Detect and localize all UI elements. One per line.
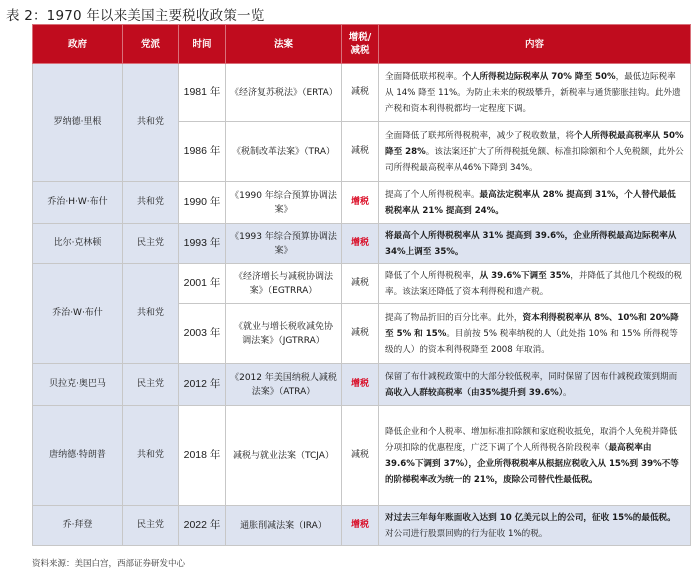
table-row [33,506,691,546]
cell-content: 全面降低联邦税率。个人所得税边际税率从 70% 降至 50%，最低边际税率从 14% 降至 11%。为防止未来的税级攀升，新税率与通货膨胀挂钩。此外遗产税和资本利得税都均一定程度下调。 [379,64,691,122]
cell-law: 《就业与增长税收减免协调法案》（JGTRRA） [226,304,342,364]
cell-content: 保留了布什减税政策中的大部分较低税率，同时保留了因布什减税政策到期而高收入人群较高税率（由35%提升到 39.6%）。 [379,364,691,406]
cell-gov: 贝拉克·奥巴马 [33,364,123,406]
table-row [33,264,691,304]
table-row [33,64,691,122]
cell-gov: 比尔·克林顿 [33,224,123,264]
cell-law: 《1990 年综合预算协调法案》 [226,182,342,224]
cell-law: 《2012 年美国纳税人减税法案》（ATRA） [226,364,342,406]
table-row [33,224,691,264]
tax-policy-table [32,24,690,546]
cell-party: 民主党 [123,364,179,406]
header-row [33,25,691,64]
cell-direction: 减税 [342,122,379,182]
cell-gov: 乔·拜登 [33,506,123,546]
cell-law: 《1993 年综合预算协调法案》 [226,224,342,264]
cell-party: 共和党 [123,182,179,224]
cell-year: 2003 年 [179,304,226,364]
cell-law: 减税与就业法案（TCJA） [226,406,342,506]
cell-law: 《经济复苏税法》（ERTA） [226,64,342,122]
cell-gov: 乔治·W·布什 [33,264,123,364]
table-title: 表 2：1970 年以来美国主要税收政策一览 [6,8,265,24]
cell-law: 《税制改革法案》（TRA） [226,122,342,182]
cell-content: 将最高个人所得税税率从 31% 提高到 39.6%，企业所得税最高边际税率从 34%上调至 35%。 [379,224,691,264]
cell-content: 对过去三年每年账面收入达到 10 亿美元以上的公司，征收 15%的最低税。对公司进行股票回购的行为征收 1%的税。 [379,506,691,546]
header-time: 时间 [179,25,226,64]
cell-content: 全面降低了联邦所得税税率，减少了税收数量，将个人所得税最高税率从 50% 降至 28%。该法案还扩大了所得税抵免额、标准扣除额和个人免税额，此外公司所得税最高税率从46%下降到 34%。 [379,122,691,182]
cell-law: 通胀削减法案（IRA） [226,506,342,546]
cell-party: 共和党 [123,406,179,506]
cell-year: 1993 年 [179,224,226,264]
cell-law: 《经济增长与减税协调法案》（EGTRRA） [226,264,342,304]
header-law: 法案 [226,25,342,64]
cell-content: 降低企业和个人税率、增加标准扣除额和家庭税收抵免，取消个人免税并降低分项扣除的优惠程度，广泛下调了个人所得税各阶段税率（最高税率由 39.6%下调到 37%），企业所得税税率从根据应税收入从 15%到 39%不等的阶梯税率改为统一的 21%，废除公司替代性最低税。 [379,406,691,506]
table-row [33,364,691,406]
header-party: 党派 [123,25,179,64]
header-gov: 政府 [33,25,123,64]
cell-direction: 减税 [342,64,379,122]
cell-direction: 增税 [342,182,379,224]
source-note: 资料来源：美国白宫，西部证券研发中心 [32,559,186,569]
cell-year: 1981 年 [179,64,226,122]
cell-gov: 唐纳德·特朗普 [33,406,123,506]
header-content: 内容 [379,25,691,64]
cell-direction: 减税 [342,264,379,304]
table-row [33,182,691,224]
cell-year: 2001 年 [179,264,226,304]
cell-party: 共和党 [123,64,179,182]
cell-content: 提高了个人所得税税率。最高法定税率从 28% 提高到 31%，个人替代最低税税率从 21% 提高到 24%。 [379,182,691,224]
header-direction: 增税/减税 [342,25,379,64]
cell-direction: 增税 [342,364,379,406]
cell-year: 2022 年 [179,506,226,546]
cell-year: 2012 年 [179,364,226,406]
cell-gov: 罗纳德·里根 [33,64,123,182]
cell-content: 提高了物品折旧的百分比率。此外，资本利得税税率从 8%、10%和 20%降至 5% 和 15%。目前按 5% 税率纳税的人（此处指 10% 和 15% 所得税等级的人）的资本利得税降至 2008 年取消。 [379,304,691,364]
cell-party: 共和党 [123,264,179,364]
cell-direction: 减税 [342,406,379,506]
cell-content: 降低了个人所得税税率，从 39.6%下调至 35%，并降低了其他几个税级的税率。该法案还降低了资本利得税和遗产税。 [379,264,691,304]
cell-year: 1990 年 [179,182,226,224]
cell-year: 2018 年 [179,406,226,506]
cell-direction: 增税 [342,224,379,264]
cell-year: 1986 年 [179,122,226,182]
cell-party: 民主党 [123,224,179,264]
cell-direction: 减税 [342,304,379,364]
cell-party: 民主党 [123,506,179,546]
cell-direction: 增税 [342,506,379,546]
table-row [33,406,691,506]
cell-gov: 乔治·H·W·布什 [33,182,123,224]
